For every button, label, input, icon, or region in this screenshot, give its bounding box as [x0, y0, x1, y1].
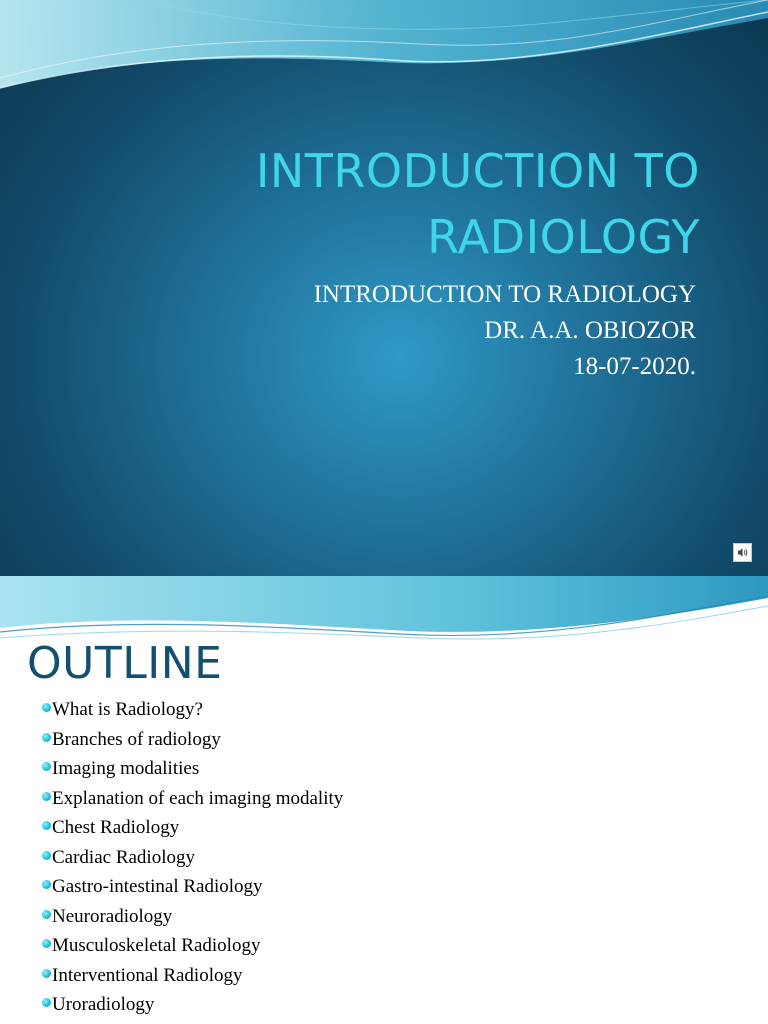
bullet-icon: [42, 821, 51, 830]
list-item: [42, 874, 343, 904]
bullet-icon: [42, 792, 51, 801]
outline-title: OUTLINE: [27, 638, 223, 689]
list-item: [42, 756, 343, 786]
list-item: [42, 933, 343, 963]
subtitle-line-date: 18-07-2020.: [573, 353, 696, 380]
bullet-icon: [42, 851, 51, 860]
bullet-icon: [42, 703, 51, 712]
list-item: [42, 963, 343, 993]
bullet-icon: [42, 969, 51, 978]
list-item: [42, 904, 343, 934]
list-item: [42, 786, 343, 816]
subtitle-line-author: DR. A.A. OBIOZOR: [484, 317, 696, 344]
slide-title: INTRODUCTION TO RADIOLOGY: [255, 144, 700, 264]
list-item: [42, 727, 343, 757]
bullet-icon: [42, 910, 51, 919]
list-item-label: Uroradiology: [52, 994, 155, 1015]
list-item-label: Neuroradiology: [52, 905, 173, 927]
list-item: [42, 845, 343, 875]
bullet-icon: [42, 880, 51, 889]
list-item: [42, 697, 343, 727]
list-item-label: Cardiac Radiology: [52, 846, 195, 868]
list-item: [42, 815, 343, 845]
outline-list: [42, 697, 343, 1022]
bullet-icon: [42, 762, 51, 771]
list-item: [42, 992, 343, 1022]
audio-clip-icon[interactable]: [733, 543, 752, 562]
list-item-label: Branches of radiology: [52, 728, 221, 750]
list-item-label: Interventional Radiology: [52, 964, 243, 986]
list-item-label: Gastro-intestinal Radiology: [52, 876, 263, 897]
list-item-label: Chest Radiology: [52, 817, 180, 838]
list-item-label: What is Radiology?: [52, 699, 203, 720]
list-item-label: Musculoskeletal Radiology: [52, 935, 261, 956]
subtitle-line-course: INTRODUCTION TO RADIOLOGY: [313, 281, 696, 308]
list-item-label: Explanation of each imaging modality: [52, 787, 344, 809]
slide-wave-decoration: [0, 576, 768, 646]
slide-subtitle: [136, 277, 696, 385]
list-item-label: Imaging modalities: [52, 758, 200, 779]
bullet-icon: [42, 939, 51, 948]
bullet-icon: [42, 998, 51, 1007]
bullet-icon: [42, 733, 51, 742]
